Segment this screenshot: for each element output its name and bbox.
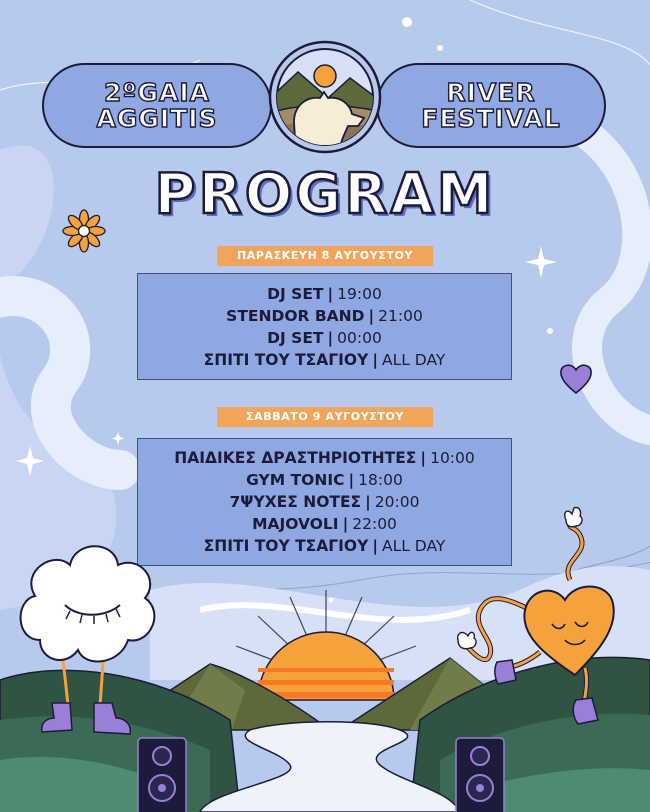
list-item: ΣΠΙΤΙ ΤΟΥ ΤΣΑΓΙΟΥ | ALL DAY [203, 537, 446, 555]
event-name: ΠΑΙΔΙΚΕΣ ΔΡΑΣΤΗΡΙΟΤΗΤΕΣ [174, 449, 417, 467]
festival-edition: 2ºGAIA [103, 77, 210, 107]
event-name: ΣΠΙΤΙ ΤΟΥ ΤΣΑΓΙΟΥ [203, 350, 369, 369]
list-item: GYM TONIC | 18:00 [246, 471, 403, 489]
event-time: 10:00 [430, 449, 475, 467]
list-item: ΣΠΙΤΙ ΤΟΥ ΤΣΑΓΙΟΥ | ALL DAY [203, 350, 446, 369]
event-time: ALL DAY [381, 537, 446, 555]
page-title: PROGRAM [154, 162, 496, 227]
list-item: DJ SET | 19:00 [267, 284, 382, 303]
list-item: DJ SET | 00:00 [267, 328, 382, 347]
schedule-saturday [137, 438, 512, 566]
day-label-saturday: ΣΑΒΒΑΤΟ 9 ΑΥΓΟΥΣΤΟΥ [217, 407, 433, 427]
event-name: STENDOR BAND [226, 306, 365, 325]
festival-name: AGGITIS [96, 103, 218, 133]
event-time: 20:00 [374, 493, 420, 511]
bear-logo-icon [268, 40, 382, 154]
list-item: ΠΑΙΔΙΚΕΣ ΔΡΑΣΤΗΡΙΟΤΗΤΕΣ | 10:00 [174, 449, 475, 467]
festival-name-pill [42, 63, 272, 148]
event-time: 00:00 [337, 328, 382, 347]
event-name: DJ SET [267, 284, 324, 303]
list-item: 7ΨΥΧΕΣ ΝΟΤΕΣ | 20:00 [229, 493, 420, 511]
list-item: MAJOVOLI | 22:00 [252, 515, 397, 533]
event-time: 22:00 [352, 515, 397, 533]
event-name: GYM TONIC [246, 471, 345, 489]
festival-type-line2: FESTIVAL [421, 103, 561, 133]
festival-type-pill [376, 63, 606, 148]
day-label-friday: ΠΑΡΑΣΚΕΥΗ 8 ΑΥΓΟΥΣΤΟΥ [217, 246, 433, 266]
list-item: STENDOR BAND | 21:00 [226, 306, 423, 325]
event-name: 7ΨΥΧΕΣ ΝΟΤΕΣ [229, 493, 362, 511]
event-time: 21:00 [378, 306, 423, 325]
event-name: ΣΠΙΤΙ ΤΟΥ ΤΣΑΓΙΟΥ [203, 537, 369, 555]
event-time: 18:00 [358, 471, 403, 489]
event-name: DJ SET [267, 328, 324, 347]
event-name: MAJOVOLI [252, 515, 339, 533]
event-time: ALL DAY [381, 350, 446, 369]
event-time: 19:00 [337, 284, 382, 303]
festival-type-line1: RIVER [446, 77, 536, 107]
schedule-friday [137, 273, 512, 380]
